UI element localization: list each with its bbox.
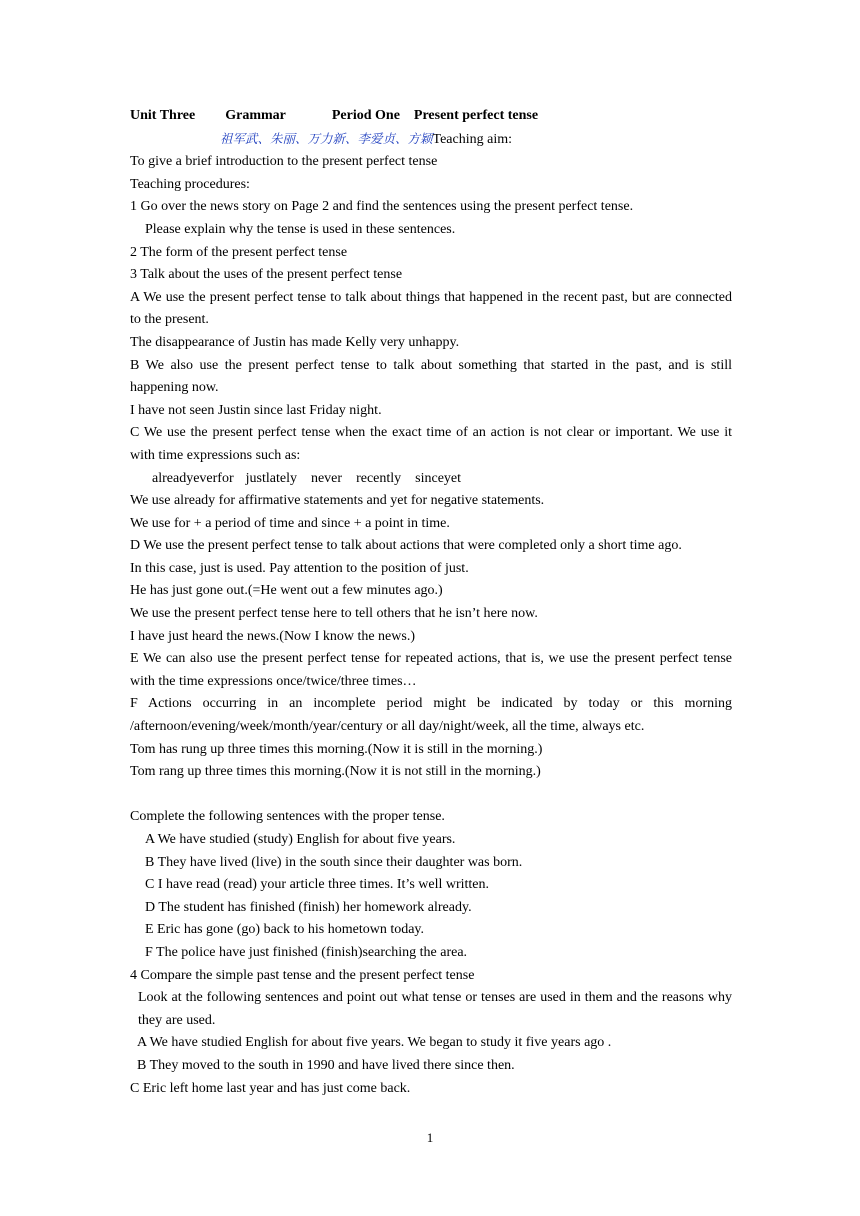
time-word: since: [415, 470, 444, 486]
time-word: lately: [265, 470, 297, 486]
compare-item-a: A We have studied English for about five years. We began to study it five years ago .: [137, 1035, 612, 1051]
authors-line: [130, 128, 732, 152]
procedure-3: 3 Talk about the uses of the present perfect tense: [130, 267, 403, 283]
aim-label: Teaching aim:: [432, 131, 513, 147]
use-d: D We use the present perfect tense to talk about actions that were completed only a short time ago.: [130, 538, 682, 554]
use-c: C We use the present perfect tense when the exact time of an action is not clear or important. We use it with time expressions such as:: [130, 425, 732, 463]
time-word: ever: [193, 470, 218, 486]
time-word: for: [217, 470, 234, 486]
exercise-item-a: A We have studied (study) English for about five years.: [145, 832, 456, 847]
time-word: yet: [443, 470, 462, 486]
procedure-2: 2 The form of the present perfect tense: [130, 244, 348, 260]
use-d-example-3: I have just heard the news.(Now I know the news.): [130, 628, 415, 644]
exercise-item-b: B They have lived (live) in the south since their daughter was born.: [145, 854, 523, 870]
use-d-note: In this case, just is used. Pay attention to the position of just.: [130, 560, 469, 576]
exercise-item-f: F The police have just finished (finish)searching the area.: [145, 944, 468, 960]
use-a: A We use the present perfect tense to talk about things that happened in the recent past, but are connected to the present.: [130, 289, 732, 328]
exercise-item-c: C I have read (read) your article three times. It’s well written.: [145, 877, 490, 893]
use-b-example: I have not seen Justin since last Friday night.: [130, 402, 382, 418]
use-a-example: The disappearance of Justin has made Kelly very unhappy.: [130, 334, 460, 350]
use-b: B We also use the present perfect tense to talk about something that started in the past, and is still happening now.: [130, 357, 732, 396]
document-page: [130, 105, 732, 1100]
compare-item-b: B They moved to the south in 1990 and have lived there since then.: [137, 1057, 515, 1073]
use-f-example-1: Tom has rung up three times this morning.(Now it is still in the morning.): [130, 741, 543, 757]
use-f-example-2: Tom rang up three times this morning.(Now it is not still in the morning.): [130, 764, 541, 780]
exercise-title: Complete the following sentences with the proper tense.: [130, 809, 445, 825]
exercise-item-e: E Eric has gone (go) back to his hometown today.: [145, 922, 425, 938]
use-c-note-1: We use already for affirmative statements and yet for negative statements.: [130, 493, 545, 509]
procedure-4-intro: Look at the following sentences and point out what tense or tenses are used in them and the reasons why they are used.: [138, 990, 732, 1028]
time-word: already: [152, 470, 194, 486]
procedure-1-note: Please explain why the tense is used in these sentences.: [145, 221, 456, 237]
blank-line: [130, 784, 732, 807]
time-expressions: [130, 468, 732, 491]
procedure-4: 4 Compare the simple past tense and the present perfect tense: [130, 967, 475, 983]
page-number: 1: [426, 1130, 434, 1145]
page-title: [130, 105, 732, 128]
time-word: never: [310, 470, 343, 486]
title-topic: Present perfect tense: [413, 108, 539, 123]
title-period: Period One: [331, 108, 400, 123]
title-unit: Unit Three: [130, 108, 196, 123]
compare-item-c: C Eric left home last year and has just come back.: [130, 1080, 411, 1096]
time-word: just: [245, 470, 266, 486]
title-section: Grammar: [225, 108, 286, 123]
time-word: recently: [356, 470, 402, 486]
use-d-example-1: He has just gone out.(=He went out a few minutes ago.): [130, 583, 443, 599]
use-e: E We can also use the present perfect tense for repeated actions, that is, we use the present perfect tense with the time expressions once/twice/three times…: [130, 651, 732, 689]
use-c-note-2: We use for + a period of time and since + a point in time.: [130, 515, 450, 531]
use-d-example-2: We use the present perfect tense here to tell others that he isn’t here now.: [130, 606, 538, 622]
author-names: 祖军武、朱丽、万力新、李爱贞、方颖: [220, 130, 433, 146]
procedures-heading: Teaching procedures:: [130, 176, 250, 192]
aim-text: To give a brief introduction to the present perfect tense: [130, 154, 438, 170]
use-f: F Actions occurring in an incomplete period might be indicated by today or this morning /afternoon/evening/week/month/year/century or all day/night/week, all the time, always etc.: [130, 696, 732, 735]
exercise-item-d: D The student has finished (finish) her homework already.: [145, 899, 472, 915]
procedure-1: 1 Go over the news story on Page 2 and find the sentences using the present perfect tense.: [130, 199, 634, 215]
